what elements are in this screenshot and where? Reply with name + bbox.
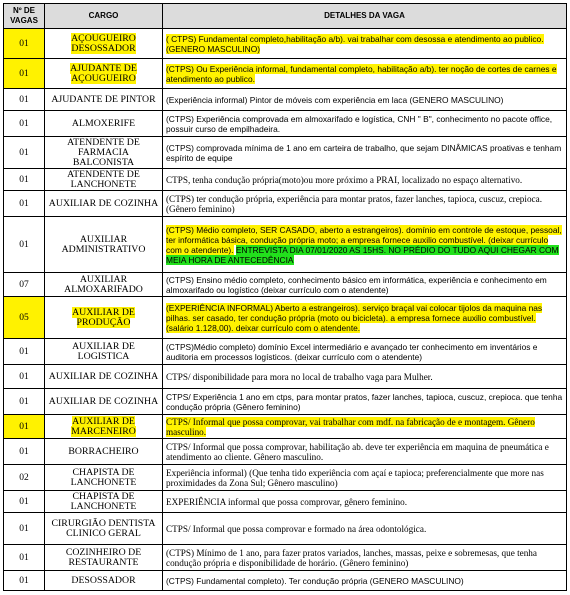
table-row xyxy=(4,365,567,389)
row-num: 01 xyxy=(4,389,45,415)
row-num: 01 xyxy=(4,29,45,59)
table-row xyxy=(4,491,567,513)
header-cargo: CARGO xyxy=(45,4,163,29)
header-detalhes: DETALHES DA VAGA xyxy=(163,4,567,29)
row-num: 01 xyxy=(4,365,45,389)
table-row xyxy=(4,217,567,273)
table-row xyxy=(4,111,567,137)
cargo-text: AUXILIAR DE MARCENEIRO xyxy=(71,415,136,437)
row-num: 01 xyxy=(4,439,45,465)
row-detalhes: CTPS/ disponibilidade para mora no local de trabalho vaga para Mulher. xyxy=(163,365,567,389)
row-cargo xyxy=(45,297,163,339)
table-row xyxy=(4,339,567,365)
row-cargo xyxy=(45,59,163,89)
row-detalhes xyxy=(163,59,567,89)
row-num: 01 xyxy=(4,59,45,89)
row-num: 01 xyxy=(4,137,45,169)
row-detalhes: EXPERIÊNCIA informal que possa comprovar, gênero feminino. xyxy=(163,491,567,513)
row-cargo xyxy=(45,415,163,439)
table-row xyxy=(4,29,567,59)
row-cargo: CHAPISTA DE LANCHONETE xyxy=(45,491,163,513)
row-detalhes: (CTPS) Ensino médio completo, conhecimento básico em informática, experiência e conhecimento em almoxarifado ou logístico (deixar currículo com o atendente) xyxy=(163,273,567,297)
table-row xyxy=(4,137,567,169)
row-cargo: COZINHEIRO DE RESTAURANTE xyxy=(45,545,163,571)
row-num: 01 xyxy=(4,217,45,273)
cargo-text: AUXILIAR DE PRODUÇÃO xyxy=(72,306,135,328)
row-num: 01 xyxy=(4,339,45,365)
header-num-vagas: Nº DE VAGAS xyxy=(4,4,45,29)
row-cargo: ALMOXERIFE xyxy=(45,111,163,137)
table-row xyxy=(4,89,567,111)
row-detalhes xyxy=(163,29,567,59)
table-row xyxy=(4,513,567,545)
row-cargo: AJUDANTE DE PINTOR xyxy=(45,89,163,111)
row-detalhes: (CTPS) ter condução própria, experiência para montar pratos, fazer lanches, tapioca, cuscuz, crepioca. (Gênero feminino) xyxy=(163,191,567,217)
row-cargo: BORRACHEIRO xyxy=(45,439,163,465)
table-row xyxy=(4,465,567,491)
row-num: 07 xyxy=(4,273,45,297)
row-detalhes: (CTPS) comprovada mínima de 1 ano em carteira de trabalho, que sejam DINÂMICAS proativas e tenham espírito de equipe xyxy=(163,137,567,169)
table-row xyxy=(4,439,567,465)
row-cargo: AUXILIAR DE COZINHA xyxy=(45,365,163,389)
row-detalhes xyxy=(163,217,567,273)
row-num: 01 xyxy=(4,513,45,545)
table-row xyxy=(4,169,567,191)
row-detalhes: CTPS/ Informal que possa comprovar, habilitação ab. deve ter experiência em maquina de pneumática e atendimento ao cliente. Gênero masculino. xyxy=(163,439,567,465)
table-row xyxy=(4,297,567,339)
row-cargo: ATENDENTE DE LANCHONETE xyxy=(45,169,163,191)
table-header-row xyxy=(4,4,567,29)
row-cargo: AUXILIAR ALMOXARIFADO xyxy=(45,273,163,297)
row-detalhes: CTPS/ Experiência 1 ano em ctps, para montar pratos, fazer lanches, tapioca, cuscuz, crepioca. que tenha condução própria (Gênero feminino) xyxy=(163,389,567,415)
row-detalhes: CTPS, tenha condução própria(moto)ou more próximo a PRAI, localizado no espaço alternativo. xyxy=(163,169,567,191)
vagas-table xyxy=(3,3,567,591)
table-row xyxy=(4,415,567,439)
row-cargo: DESOSSADOR xyxy=(45,571,163,591)
detalhes-text: (CTPS) Ou Experiência informal, fundamental completo, habilitação a/b). ter noção de cortes de carnes e atendimento ao publico. xyxy=(166,63,557,84)
table-row xyxy=(4,273,567,297)
row-detalhes: Experiência informal) (Que tenha tido experiência com açaí e tapioca; preferencialmente que more nas proximidades da Zona Sul; Gênero masculino) xyxy=(163,465,567,491)
row-cargo xyxy=(45,29,163,59)
row-num: 01 xyxy=(4,545,45,571)
detalhes-text: (CTPS) Médio completo, SER CASADO, aberto a estrangeiros). domínio em controle de estoque, pessoal, ter informática básica, condução própria moto; a empresa fornece auxilio combustível. (deixar currículo com o atendente). xyxy=(166,224,562,255)
detalhes-text: ( CTPS) Fundamental completo,habilitação a/b). vai trabalhar com desossa e atendimento ao publico. (GENERO MASCULINO) xyxy=(166,33,544,54)
row-num: 01 xyxy=(4,571,45,591)
cargo-text: AÇOUGUEIRO DESOSSADOR xyxy=(71,32,136,54)
row-num: 01 xyxy=(4,111,45,137)
row-num: 01 xyxy=(4,169,45,191)
row-detalhes: (CTPS) Experiência comprovada em almoxarifado e logística, CNH " B", conhecimento no pacote office, possuir curso de empilhadeira. xyxy=(163,111,567,137)
detalhes-text: (EXPERIÊNCIA INFORMAL) Aberto a estrangeiros). serviço braçal vai colocar tijolos da maquina nas pilhas. ser casado, ter condução própria (moto ou bicicleta). a empresa fornece auxilio combustível. (salário 1.128,00). deixar currículo com o atendente. xyxy=(166,302,543,333)
row-detalhes: (Experiência informal) Pintor de móveis com experiência em laca (GENERO MASCULINO) xyxy=(163,89,567,111)
row-cargo: AUXILIAR DE LOGISTICA xyxy=(45,339,163,365)
row-cargo: AUXILIAR DE COZINHA xyxy=(45,191,163,217)
row-detalhes: CTPS/ Informal que possa comprovar e formado na área odontológica. xyxy=(163,513,567,545)
row-num: 02 xyxy=(4,465,45,491)
entrevista-note: ENTREVISTA DIA 07/01/2020 AS 15HS. NO PRÉDIO DO TUDO AQUI CHEGAR COM MEIA HORA DE ANTECEDÊNCIA xyxy=(166,244,559,265)
row-detalhes xyxy=(163,297,567,339)
row-detalhes: (CTPS)Médio completo) domínio Excel intermediário e avançado ter conhecimento em inventários e auditoria em processos logísticos. (deixar currículo com o atendente) xyxy=(163,339,567,365)
row-detalhes: (CTPS) Fundamental completo). Ter condução própria (GENERO MASCULINO) xyxy=(163,571,567,591)
row-num: 05 xyxy=(4,297,45,339)
table-row xyxy=(4,545,567,571)
row-cargo: ATENDENTE DE FARMACIA BALCONISTA xyxy=(45,137,163,169)
table-row xyxy=(4,191,567,217)
row-cargo: AUXILIAR DE COZINHA xyxy=(45,389,163,415)
row-cargo: CIRURGIÃO DENTISTA CLINICO GERAL xyxy=(45,513,163,545)
row-cargo: AUXILIAR ADMINISTRATIVO xyxy=(45,217,163,273)
row-detalhes: (CTPS) Mínimo de 1 ano, para fazer pratos variados, lanches, massas, peixe e sobremesas, que tenha condução própria e disponibilidade de horário. (Gênero feminino) xyxy=(163,545,567,571)
table-row xyxy=(4,59,567,89)
row-num: 01 xyxy=(4,491,45,513)
row-cargo: CHAPISTA DE LANCHONETE xyxy=(45,465,163,491)
row-num: 01 xyxy=(4,415,45,439)
table-row xyxy=(4,389,567,415)
row-detalhes xyxy=(163,415,567,439)
detalhes-text: CTPS/ Informal que possa comprovar, vai trabalhar com mdf. na fabricação de e montagem. Gênero masculino. xyxy=(166,416,535,437)
row-num: 01 xyxy=(4,191,45,217)
row-num: 01 xyxy=(4,89,45,111)
table-row xyxy=(4,571,567,591)
cargo-text: AJUDANTE DE AÇOUGUEIRO xyxy=(70,62,137,84)
